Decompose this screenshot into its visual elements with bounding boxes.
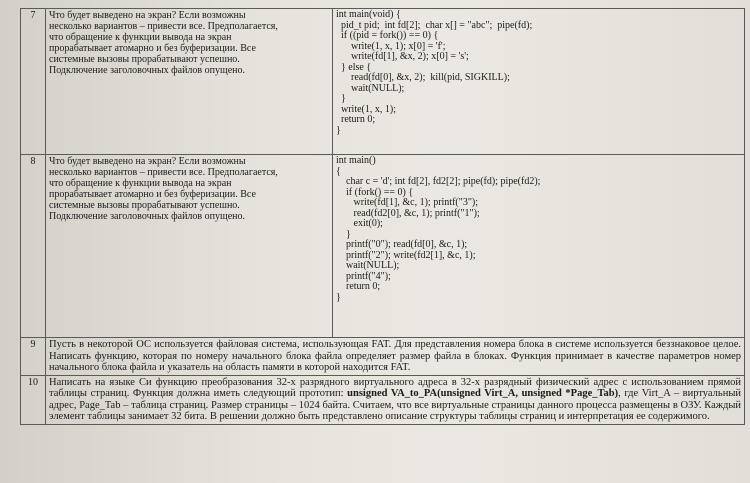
function-prototype: unsigned VA_to_PA(unsigned Virt_A, unsigned *Page_Tab) — [347, 388, 619, 399]
task-text — [46, 375, 745, 424]
task-text: Пусть в некоторой ОС используется файловая система, использующая FAT. Для представления номера блока в системе используется беззнаковое целое. Написать функцию, которая по номеру начального блока файла определяет размер файла в блоках. Функция принимает в качестве параметров номер начального блока файла и указатель на область памяти в которой находится FAT. — [46, 338, 745, 376]
task-row-8 — [21, 155, 745, 338]
task-text-before: Написать на языке Си функцию преобразования 32-х разрядного виртуального адреса в 32-х разрядный физический адрес с использованием прямой таблицы страниц. Функция должна иметь следующий прототип: — [49, 376, 741, 399]
question-text: Что будет выведено на экран? Если возможны несколько вариантов – привести все. Предполагается, что обращение к функции вывода на экран прорабатывает атомарно и без буферизации. Все системные вызовы прорабатывают успешно. Подключение заголовочных файлов опущено. — [49, 10, 278, 76]
code-listing: int main(void) { pid_t pid; int fd[2]; char x[] = "abc"; pipe(fd); if ((pid = fork()) == 0) { write(1, x, 1); x[0] = 'f'; write(fd[1], &x, 2); x[0] = 's'; } else { read(fd[0], &x, 2); kill(pid, SIGKILL); wait(NULL); } write(1, x, 1); return 0; } — [336, 9, 533, 136]
task-code — [333, 9, 745, 155]
task-number: 8 — [21, 155, 46, 338]
code-listing: int main() { char c = 'd'; int fd[2], fd2[2]; pipe(fd); pipe(fd2); if (fork() == 0) { write(fd[1], &c, 1); printf("3"); read(fd2[0], &c, 1); printf("1"); exit(0); } printf("0"); read(fd[0], &c, 1); printf("2"); write(fd2[1], &c, 1); wait(NULL); printf("4"); return 0; } — [336, 155, 541, 303]
task-question — [46, 9, 333, 155]
task-code — [333, 155, 745, 338]
task-number: 9 — [21, 338, 46, 376]
task-number: 7 — [21, 9, 46, 155]
task-row-10 — [21, 375, 745, 424]
task-row-9 — [21, 338, 745, 376]
task-text-after: , где Virt_A – виртуальный адрес, Page_Tab – таблица страниц. Размер страницы – 1024 байта. Считаем, что все виртуальные страницы данного процесса размещены в ОЗУ. Каждый элемент таблицы занимает 32 бита. В решении должно быть представлено описание структуры таблицы страниц и интерпретация ее содержимого. — [49, 388, 741, 422]
question-text: Что будет выведено на экран? Если возможны несколько вариантов – привести все. Предполагается, что обращение к функции вывода на экран прорабатывает атомарно и без буферизации. Все системные вызовы прорабатывают успешно. Подключение заголовочных файлов опущено. — [49, 156, 278, 222]
task-row-7 — [21, 9, 745, 155]
task-question — [46, 155, 333, 338]
tasks-table — [20, 8, 745, 425]
task-number: 10 — [21, 375, 46, 424]
